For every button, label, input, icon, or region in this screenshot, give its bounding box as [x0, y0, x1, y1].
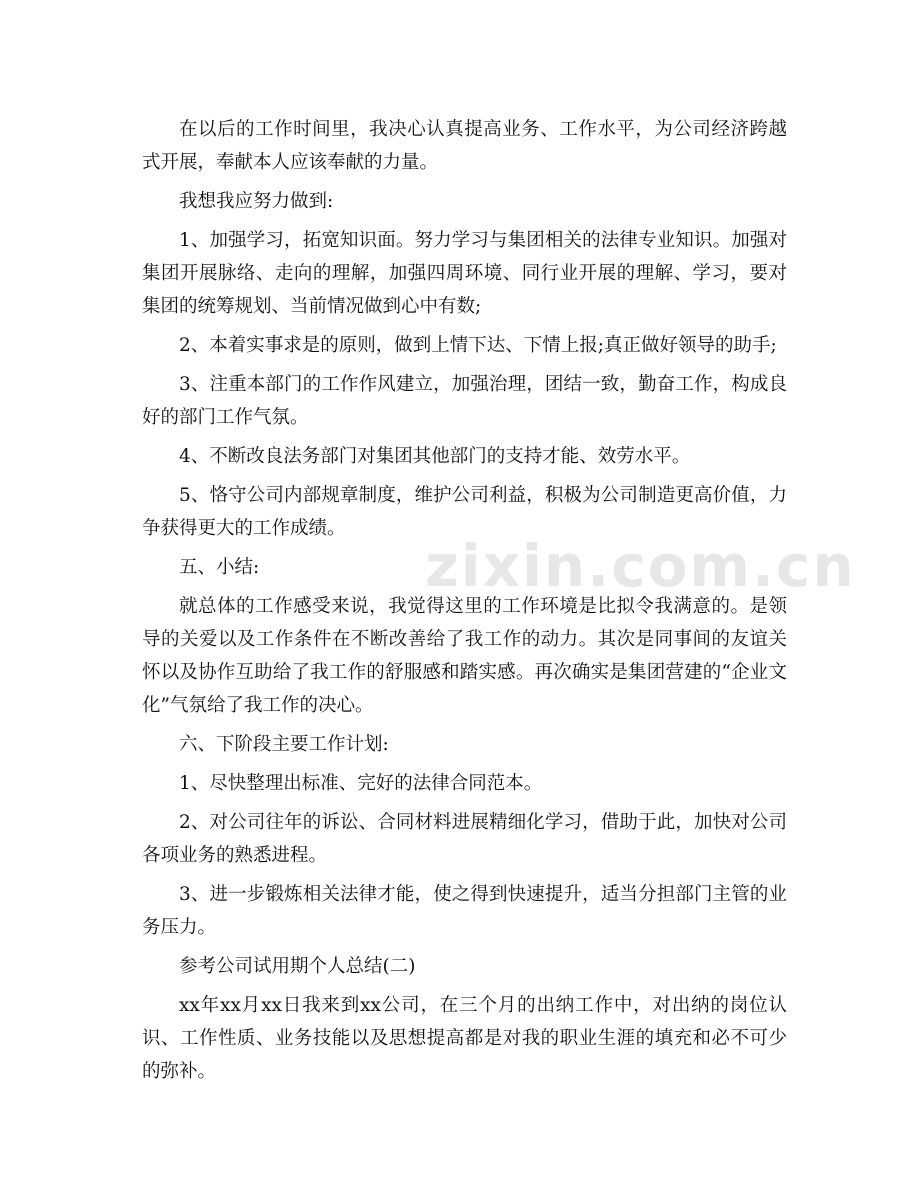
- paragraph-part-two-intro: xx年xx月xx日我来到xx公司，在三个月的出纳工作中，对出纳的岗位认识、工作性质、业务技能以及思想提高都是对我的职业生涯的填充和必不可少的弥补。: [142, 995, 787, 1082]
- section-heading-summary: 五、小结:: [179, 557, 260, 578]
- paragraph-goal-5: 5、恪守公司内部规章制度，维护公司利益，积极为公司制造更高价值，力争获得更大的工作成绩。: [142, 485, 787, 539]
- paragraph-goal-2: 2、本着实事求是的原则，做到上情下达、下情上报;真正做好领导的助手;: [179, 335, 777, 356]
- section-heading-plan: 六、下阶段主要工作计划:: [179, 734, 389, 755]
- paragraph-goal-3: 3、注重本部门的工作作风建立，加强治理，团结一致，勤奋工作，构成良好的部门工作气氛。: [142, 374, 787, 428]
- paragraph-plan-3: 3、进一步锻炼相关法律才能，使之得到快速提升，适当分担部门主管的业务压力。: [142, 884, 787, 938]
- paragraph-plan-1: 1、尽快整理出标准、完好的法律合同范本。: [179, 773, 543, 794]
- watermark: zixin.com.cn: [425, 532, 856, 600]
- paragraph-commitment: 在以后的工作时间里，我决心认真提高业务、工作水平，为公司经济跨越式开展，奉献本人应该奉献的力量。: [142, 119, 787, 173]
- paragraph-summary: 就总体的工作感受来说，我觉得这里的工作环境是比拟令我满意的。是领导的关爱以及工作条件在不断改善给了我工作的动力。其次是同事间的友谊关怀以及协作互助给了我工作的舒服感和踏实感。再次确实是集团营建的“企业文化”气氛给了我工作的决心。: [142, 596, 787, 716]
- section-heading-part-two: 参考公司试用期个人总结(二): [179, 956, 416, 977]
- paragraph-plan-2: 2、对公司往年的诉讼、合同材料进展精细化学习，借助于此，加快对公司各项业务的熟悉进程。: [142, 812, 787, 866]
- paragraph-goal-1: 1、加强学习，拓宽知识面。努力学习与集团相关的法律专业知识。加强对集团开展脉络、走向的理解，加强四周环境、同行业开展的理解、学习，要对集团的统筹规划、当前情况做到心中有数;: [142, 230, 787, 317]
- paragraph-goals-intro: 我想我应努力做到:: [179, 191, 334, 212]
- document-body: [142, 113, 787, 1094]
- paragraph-goal-4: 4、不断改良法务部门对集团其他部门的支持才能、效劳水平。: [179, 446, 691, 467]
